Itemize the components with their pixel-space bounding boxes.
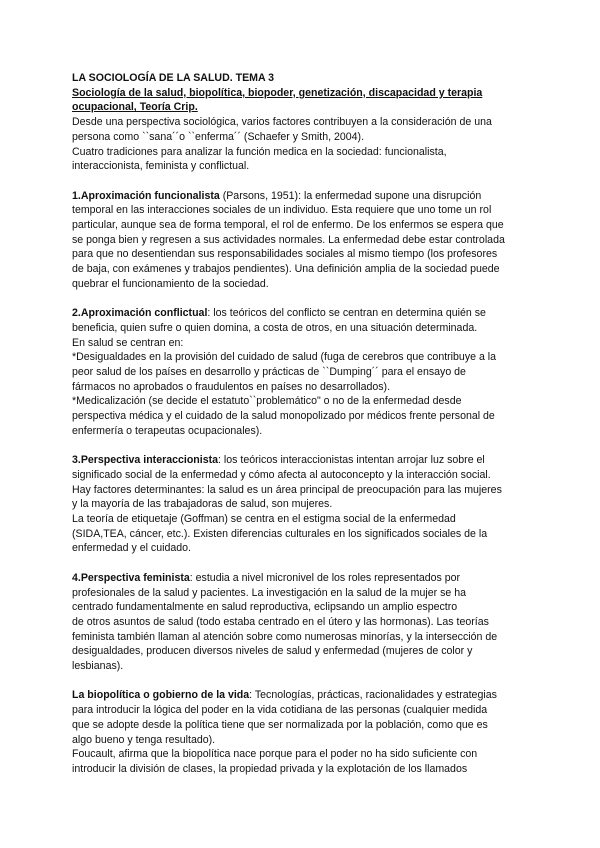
section-line: lesbianas). [72,660,124,673]
section-line: de baja, con exámenes y trabajos pendientes). Una definición amplia de la sociedad puede [72,263,500,276]
document-page [72,71,532,777]
section-text: : los teóricos interaccionistas intentan arrojar luz sobre el [218,454,485,467]
section-line: que se adopte desde la política tiene que ser normalizada por la población, como que es [72,718,488,731]
intro-line: Desde una perspectiva sociológica, varios factores contribuyen a la consideración de una [72,116,492,129]
section-line: de otros asuntos de salud (todo estaba centrado en el útero y las hormonas). Las teorías [72,615,489,628]
section-functionalist [72,189,532,292]
section-line: enfermedad y el cuidado. [72,542,191,555]
section-line: perspectiva médica y el cuidado de la salud monopolizado por médicos frente personal de [72,410,495,423]
section-heading: 1.Aproximación funcionalista [72,189,220,202]
document-subtitle-line: Sociología de la salud, biopolítica, biopoder, genetización, discapacidad y terapia [72,86,483,99]
section-line: enfermería o terapeutas ocupacionales). [72,424,263,437]
section-line: algo bueno y tenga resultado). [72,733,216,746]
section-line: beneficia, quien sufre o quien domina, a costa de otros, en una situación determinada. [72,321,478,334]
section-heading: 3.Perspectiva interaccionista [72,454,219,467]
section-line: para introducir la lógica del poder en la vida cotidiana de las personas (cualquier medida [72,704,488,717]
document-subtitle-line: ocupacional, Teoría Crip. [72,101,198,114]
section-line: (SIDA,TEA, cáncer, etc.). Existen diferencias culturales en los significados sociales de la [72,527,488,540]
section-line: En salud se centran en: [72,336,184,349]
section-line: y la mayoría de las trabajadoras de salud, son mujeres. [72,498,333,511]
section-line: centrado fundamentalmente en salud reproductiva, eclipsando un amplio espectro [72,601,458,614]
section-feminist [72,571,532,674]
section-line: para que no desentiendan sus responsabilidades sociales al mismo tiempo (los profesores [72,248,498,261]
section-interactionist [72,453,532,556]
section-line: quebrar el funcionamiento de la sociedad. [72,277,269,290]
section-line: Foucault, afirma que la biopolítica nace porque para el poder no ha sido suficiente con [72,748,478,761]
section-text: : estudia a nivel micronivel de los roles representados por [189,571,461,584]
section-line: particular, aunque sea de forma temporal, el rol de enfermo. De los enfermos se espera que [72,219,504,232]
section-text: (Parsons, 1951): la enfermedad supone una disrupción [219,189,482,202]
section-line: fármacos no aprobados o fraudulentos en países no desarrollados). [72,380,391,393]
section-line: desigualdades, producen diversos niveles de salud y enfermedad (mujeres de color y [72,645,473,658]
intro-line: persona como ``sana´´o ``enferma´´ (Schaefer y Smith, 2004). [72,130,365,143]
section-text: : Tecnologías, prácticas, racionalidades y estrategias [249,689,497,702]
section-line: se ponga bien y regresen a sus actividades normales. La enfermedad debe estar controlada [72,233,505,246]
section-line: peor salud de los países en desarrollo y prácticas de ``Dumping´´ para el ensayo de [72,366,466,379]
section-line: *Desigualdades en la provisión del cuidado de salud (fuga de cerebros que contribuye a la [72,351,497,364]
section-heading: La biopolítica o gobierno de la vida [72,689,250,702]
section-line: temporal en las interacciones sociales de un individuo. Esta requiere que uno tome un rol [72,204,492,217]
section-line: profesionales de la salud y pacientes. La investigación en la salud de la mujer se ha [72,586,466,599]
section-line: introducir la división de clases, la propiedad privada y la explotación de los llamados [72,762,468,775]
section-line: significado social de la enfermedad y cómo afecta al autoconcepto y la interacción social. [72,468,491,481]
section-text: : los teóricos del conflicto se centran en determina quién se [207,307,486,320]
section-heading: 4.Perspectiva feminista [72,571,190,584]
document-title: LA SOCIOLOGÍA DE LA SALUD. TEMA 3 [72,72,275,84]
section-line: *Medicalización (se decide el estatuto``problemático" o no de la enfermedad desde [72,395,462,408]
section-biopolitics [72,688,532,776]
section-heading: 2.Aproximación conflictual [72,307,208,320]
intro-line: Cuatro tradiciones para analizar la función medica en la sociedad: funcionalista, [72,145,447,158]
section-line: feminista también llaman al atención sobre como numerosas minorías, y la intersección de [72,630,498,643]
intro-line: interaccionista, feminista y conflictual. [72,160,250,173]
section-line: Hay factores determinantes: la salud es un área principal de preocupación para las mujeres [72,483,502,496]
section-conflictual [72,306,532,438]
section-line: La teoría de etiquetaje (Goffman) se centra en el estigma social de la enfermedad [72,513,456,526]
